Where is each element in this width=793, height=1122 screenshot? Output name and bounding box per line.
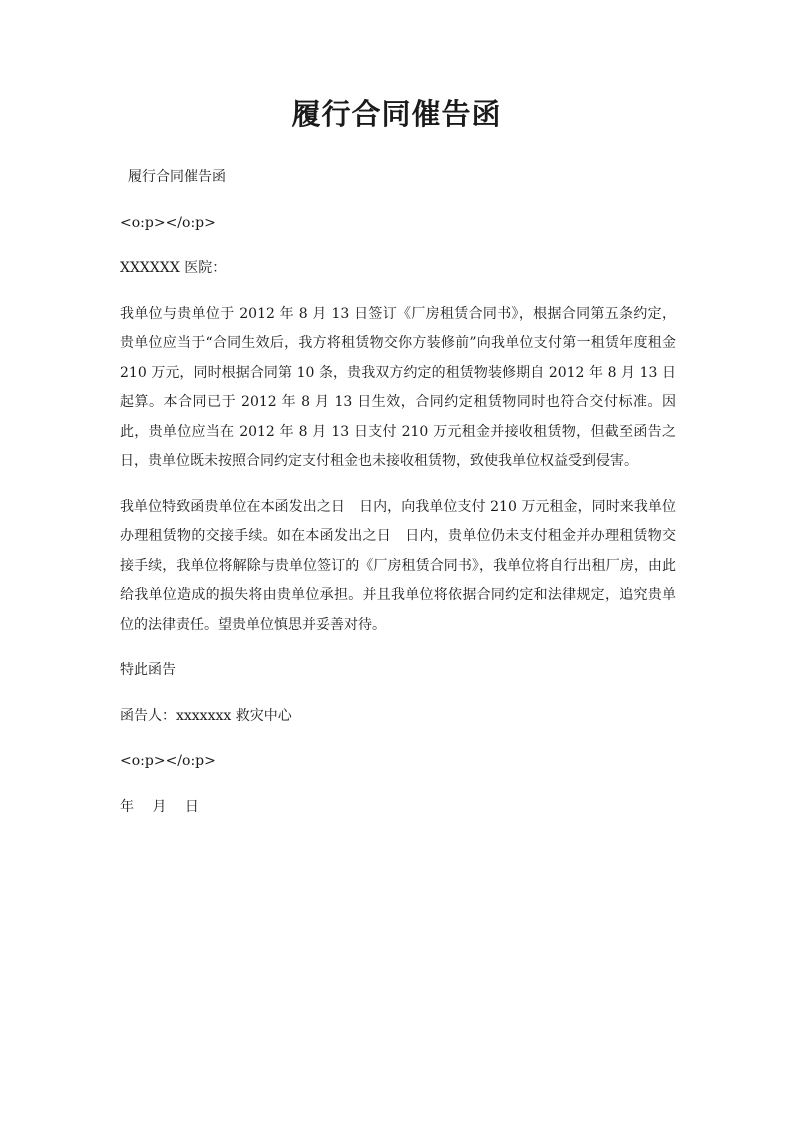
- markup-fragment-2: <o:p></o:p>: [120, 753, 216, 769]
- addressee: XXXXXX 医院：: [120, 260, 227, 276]
- document-subtitle: 履行合同催告函: [128, 169, 226, 185]
- date-line: [120, 793, 676, 823]
- document-body: [120, 163, 676, 822]
- date-month: 月: [152, 798, 167, 815]
- markup-fragment: <o:p></o:p>: [120, 214, 216, 231]
- paragraph-1: 我单位与贵单位于 2012 年 8 月 13 日签订《厂房租赁合同书》，根据合同第五条约定，贵单位应当于“合同生效后，我方将租赁物交你方装修前”向我单位支付第一租赁年度租金 210 万元，同时根据合同第 10 条，贵我双方约定的租赁物装修期自 2012 年 8 月 13 日起算。本合同已于 2012 年 8 月 13 日生效，合同约定租赁物同时也符合交付标准。因此，贵单位应当在 2012 年 8 月 13 日支付 210 万元租金并接收租赁物，但截至函告之日，贵单位既未按照合同约定支付租金也未接收租赁物，致使我单位权益受到侵害。: [120, 305, 676, 469]
- date-day: 日: [184, 798, 199, 815]
- paragraph-2: 我单位特致函贵单位在本函发出之日 日内，向我单位支付 210 万元租金，同时来我单位办理租赁物的交接手续。如在本函发出之日 日内，贵单位仍未支付租金并办理租赁物交接手续，我单位将解除与贵单位签订的《厂房租赁合同书》，我单位将自行出租厂房，由此给我单位造成的损失将由贵单位承担。并且我单位将依据合同约定和法律规定，追究贵单位的法律责任。望贵单位慎思并妥善对待。: [120, 498, 676, 633]
- document-title: 履行合同催告函: [291, 97, 502, 131]
- closing-line: 特此函告: [120, 662, 176, 678]
- sender-line: 函告人：xxxxxxx 救灾中心: [120, 707, 292, 724]
- date-year: 年: [120, 798, 134, 815]
